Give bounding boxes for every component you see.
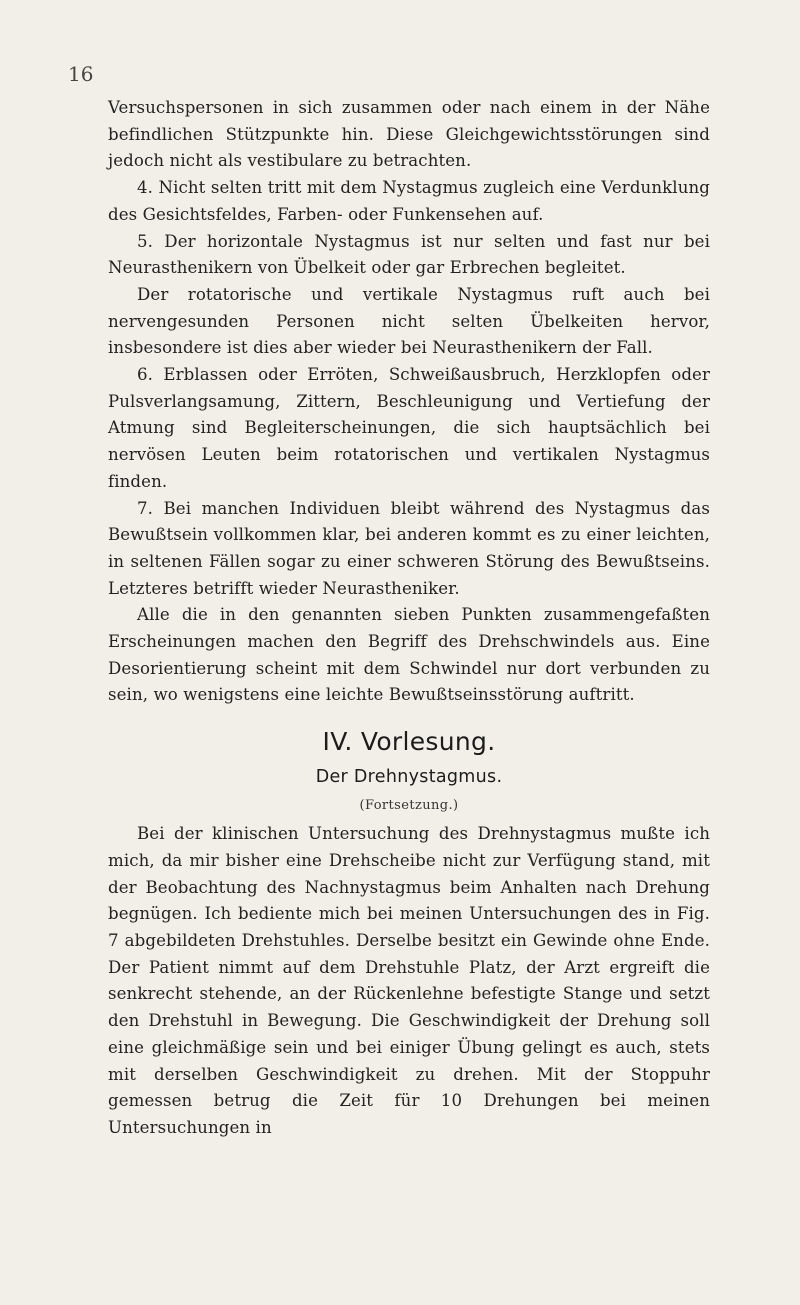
paragraph-3: 5. Der horizontale Nystagmus ist nur selten und fast nur bei Neurasthenikern von Übelkeit oder gar Erbrechen begleitet. xyxy=(108,231,710,278)
lecture-heading: IV. Vorlesung. xyxy=(322,727,496,757)
topic-heading: Der Drehnystagmus. xyxy=(315,767,503,788)
paragraph-4: Der rotatorische und vertikale Nystagmus ruft auch bei nervengesunden Personen nicht selten Übelkeiten hervor, insbesondere ist dies aber wieder bei Neurasthenikern der Fall. xyxy=(108,284,710,358)
paragraph-8: Bei der klinischen Untersuchung des Drehnystagmus mußte ich mich, da mir bisher eine Drehscheibe nicht zur Verfügung stand, mit der Beobachtung des Nachnystagmus beim Anhalten nach Drehung begnügen. Ich bediente mich bei meinen Untersuchungen des in Fig. 7 abgebildeten Drehstuhles. Derselbe besitzt ein Gewinde ohne Ende. Der Patient nimmt auf dem Drehstuhle Platz, der Arzt ergreift die senkrecht stehende, an der Rückenlehne befestigte Stange und setzt den Drehstuhl in Bewegung. Die Geschwindigkeit der Drehung soll eine gleichmäßige sein und bei einiger Übung gelingt es auch, stets mit derselben Geschwindigkeit zu drehen. Mit der Stoppuhr gemessen betrug die Zeit für 10 Drehungen bei meinen Untersuchungen in xyxy=(108,824,710,1137)
text-block xyxy=(108,95,710,1142)
page-number: 16 xyxy=(68,62,94,86)
paragraph-6: 7. Bei manchen Individuen bleibt während des Nystagmus das Bewußtsein vollkommen klar, bei anderen kommt es zu einer leichten, in seltenen Fällen sogar zu einer schweren Störung des Bewußtseins. Letzteres betrifft wieder Neurastheniker. xyxy=(108,498,710,598)
paragraph-2: 4. Nicht selten tritt mit dem Nystagmus zugleich eine Verdunklung des Gesichtsfeldes, Farben- oder Funkensehen auf. xyxy=(108,178,710,224)
paragraph-5: 6. Erblassen oder Erröten, Schweißausbruch, Herzklopfen oder Pulsverlangsamung, Zittern, Beschleunigung und Vertiefung der Atmung sind Begleiterscheinungen, die sich hauptsächlich bei nervösen Leuten beim rotatorischen und vertikalen Nystagmus finden. xyxy=(108,365,710,491)
continuation-note: (Fortsetzung.) xyxy=(359,798,459,814)
paragraph-7: Alle die in den genannten sieben Punkten zusammengefaßten Erscheinungen machen den Begriff des Drehschwindels aus. Eine Desorientierung scheint mit dem Schwindel nur dort verbunden zu sein, wo wenigstens eine leichte Bewußtseinsstörung auftritt. xyxy=(108,605,710,705)
paragraph-1: Versuchspersonen in sich zusammen oder nach einem in der Nähe befindlichen Stützpunkte hin. Diese Gleichgewichtsstörungen sind jedoch nicht als vestibulare zu betrachten. xyxy=(108,98,710,171)
